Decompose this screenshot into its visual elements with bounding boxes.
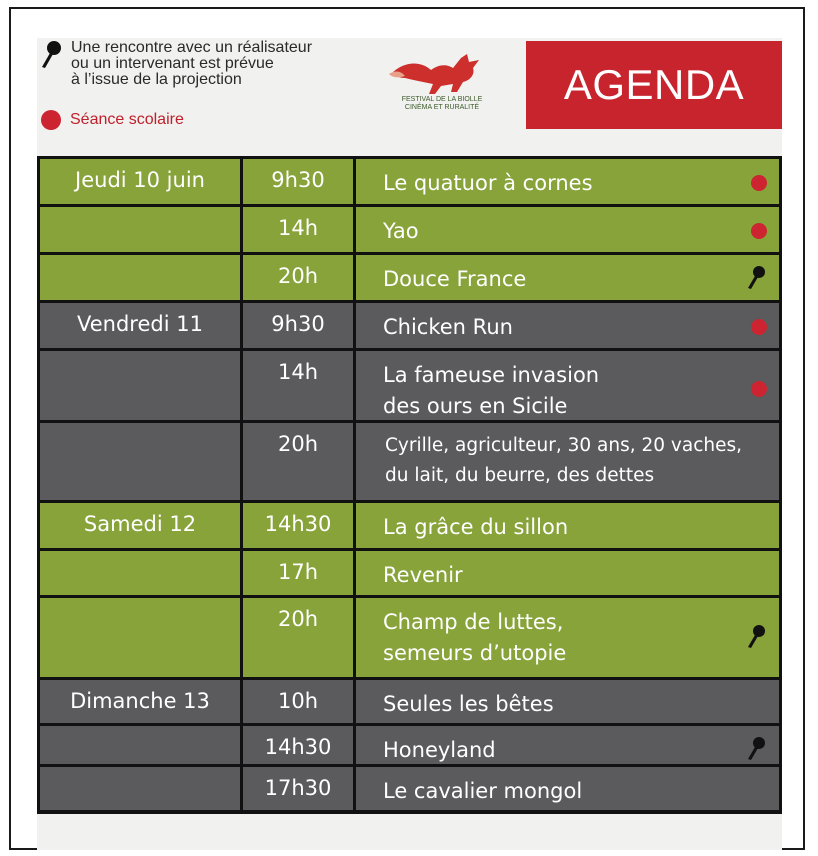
day-cell bbox=[40, 551, 240, 595]
microphone-icon bbox=[745, 736, 767, 762]
time-cell: 9h30 bbox=[243, 159, 353, 204]
legend-school-row bbox=[41, 110, 184, 130]
legend bbox=[37, 38, 397, 153]
time-cell: 20h bbox=[243, 423, 353, 500]
day-cell: Jeudi 10 juin bbox=[40, 159, 240, 204]
schedule-row bbox=[37, 677, 782, 723]
red-dot-icon bbox=[41, 110, 61, 130]
day-cell bbox=[40, 423, 240, 500]
schedule-row bbox=[37, 723, 782, 764]
schedule-row bbox=[37, 348, 782, 420]
film-cell bbox=[356, 551, 779, 595]
day-cell bbox=[40, 598, 240, 677]
film-title: Cyrille, agriculteur, 30 ans, 20 vaches, du lait, du beurre, des dettes bbox=[385, 435, 743, 486]
time-cell: 10h bbox=[243, 680, 353, 723]
agenda-panel bbox=[37, 38, 782, 850]
schedule-row bbox=[37, 156, 782, 204]
legend-mic-text bbox=[71, 40, 312, 88]
schedule-row bbox=[37, 764, 782, 810]
film-cell bbox=[356, 303, 779, 348]
schedule-row bbox=[37, 252, 782, 300]
time-cell: 14h30 bbox=[243, 726, 353, 764]
film-title: Le quatuor à cornes bbox=[383, 171, 593, 195]
day-cell bbox=[40, 351, 240, 420]
film-title: Le cavalier mongol bbox=[383, 779, 583, 803]
page-title: AGENDA bbox=[563, 61, 745, 108]
schedule-row bbox=[37, 420, 782, 500]
festival-logo bbox=[387, 48, 497, 138]
film-cell bbox=[356, 159, 779, 204]
microphone-icon bbox=[745, 265, 767, 291]
school-session-dot-icon bbox=[751, 223, 767, 239]
film-cell bbox=[356, 767, 779, 810]
film-title: Seules les bêtes bbox=[383, 692, 554, 716]
time-cell: 14h30 bbox=[243, 503, 353, 548]
legend-mic-line: à l’issue de la projection bbox=[71, 71, 242, 88]
legend-mic-line: Une rencontre avec un réalisateur bbox=[71, 39, 313, 56]
day-cell: Dimanche 13 bbox=[40, 680, 240, 723]
schedule-table bbox=[37, 156, 782, 814]
agenda-header bbox=[526, 41, 782, 129]
school-session-dot-icon bbox=[751, 175, 767, 191]
time-cell: 14h bbox=[243, 351, 353, 420]
day-cell: Vendredi 11 bbox=[40, 303, 240, 348]
schedule-row bbox=[37, 548, 782, 595]
film-title: Chicken Run bbox=[383, 315, 513, 339]
schedule-row bbox=[37, 300, 782, 348]
film-cell bbox=[356, 351, 779, 420]
film-cell bbox=[356, 207, 779, 252]
time-cell: 14h bbox=[243, 207, 353, 252]
film-title: Honeyland bbox=[383, 738, 496, 762]
time-cell: 20h bbox=[243, 255, 353, 300]
film-cell bbox=[356, 598, 779, 677]
school-session-dot-icon bbox=[751, 381, 767, 397]
time-cell: 9h30 bbox=[243, 303, 353, 348]
fox-icon bbox=[387, 48, 497, 96]
legend-mic-line: ou un intervenant est prévue bbox=[71, 55, 274, 72]
day-cell bbox=[40, 767, 240, 810]
film-cell bbox=[356, 255, 779, 300]
film-title: Yao bbox=[383, 219, 419, 243]
schedule-row bbox=[37, 500, 782, 548]
film-cell bbox=[356, 680, 779, 723]
film-cell bbox=[356, 503, 779, 548]
logo-line: CINÉMA ET RURALITÉ bbox=[404, 104, 480, 111]
time-cell: 17h30 bbox=[243, 767, 353, 810]
microphone-icon bbox=[39, 40, 63, 70]
film-title: Revenir bbox=[383, 563, 463, 587]
film-title: Champ de luttes, semeurs d’utopie bbox=[383, 610, 567, 665]
film-title: Douce France bbox=[383, 267, 527, 291]
day-cell: Samedi 12 bbox=[40, 503, 240, 548]
legend-mic-row bbox=[39, 40, 312, 88]
day-cell bbox=[40, 255, 240, 300]
film-cell bbox=[356, 726, 779, 764]
film-title: La fameuse invasion des ours en Sicile bbox=[383, 363, 600, 418]
day-cell bbox=[40, 726, 240, 764]
time-cell: 17h bbox=[243, 551, 353, 595]
school-session-dot-icon bbox=[751, 319, 767, 335]
schedule-row bbox=[37, 595, 782, 677]
logo-text bbox=[387, 96, 497, 112]
logo-line: FESTIVAL DE LA BIOLLE bbox=[401, 96, 483, 103]
legend-school-label: Séance scolaire bbox=[70, 111, 184, 128]
day-cell bbox=[40, 207, 240, 252]
film-title: La grâce du sillon bbox=[383, 515, 569, 539]
time-cell: 20h bbox=[243, 598, 353, 677]
schedule-row bbox=[37, 204, 782, 252]
film-cell bbox=[356, 423, 779, 500]
microphone-icon bbox=[745, 624, 767, 650]
